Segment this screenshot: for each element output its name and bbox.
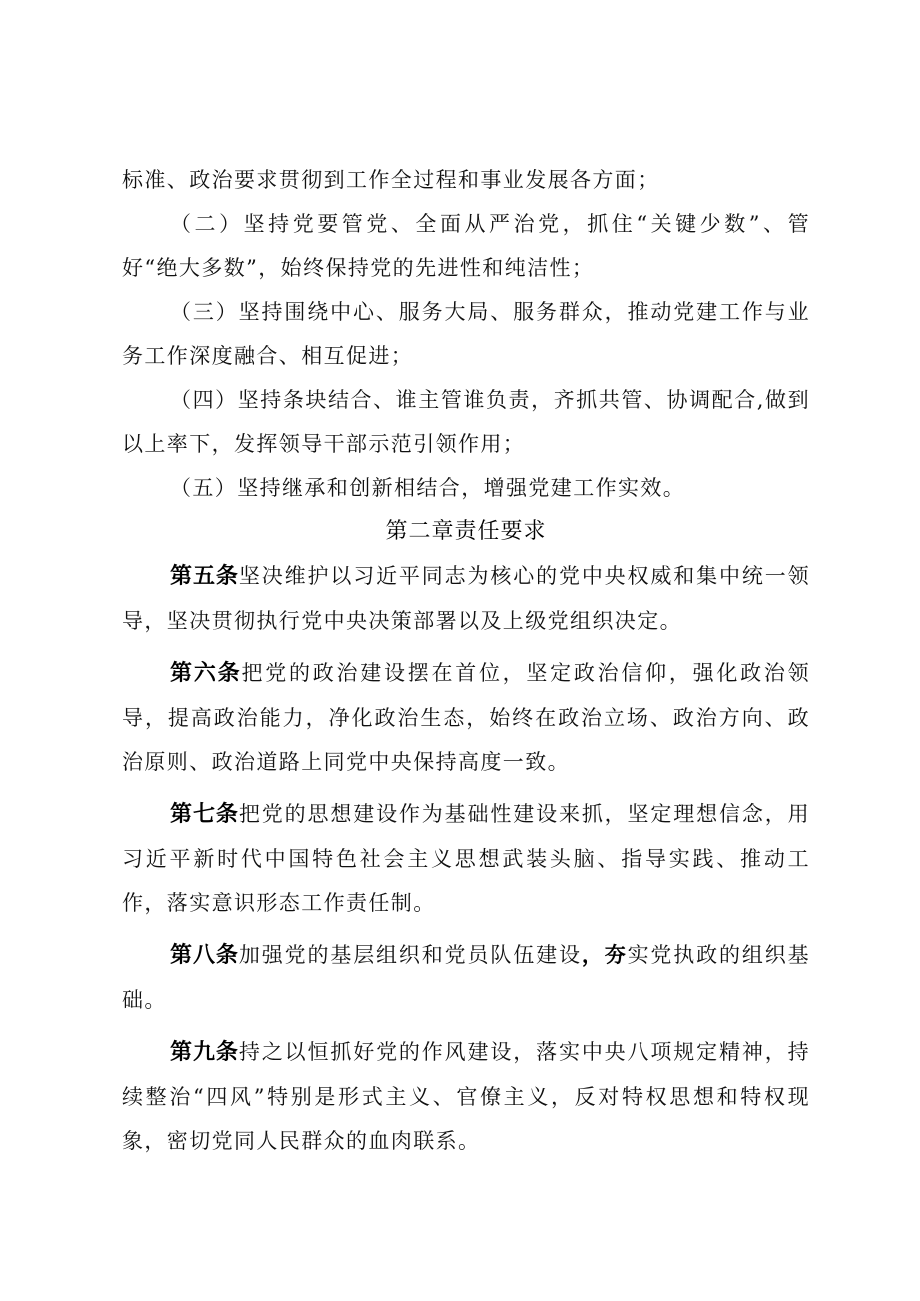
document-body (122, 158, 810, 1163)
article-8-text-after: 实党执政的组织基础。 (122, 943, 810, 1012)
article-9-number: 第九条 (170, 1040, 239, 1065)
article-6-paragraph (122, 651, 810, 784)
article-8-text-bold: ，夯 (581, 943, 628, 967)
article-7-text: 把党的思想建设作为基础性建设来抓，坚定理想信念，用习近平新时代中国特色社会主义思想武装头脑、指导实践、推动工作，落实意识形态工作责任制。 (122, 802, 810, 915)
principle-4-paragraph: （四）坚持条块结合、谁主管谁负责，齐抓共管、协调配合,做到以上率下，发挥领导干部示范引领作用； (122, 388, 810, 456)
principle-3-paragraph: （三）坚持围绕中心、服务大局、服务群众，推动党建工作与业务工作深度融合、相互促进； (122, 300, 810, 368)
article-7-number: 第七条 (170, 802, 239, 827)
article-5-paragraph (122, 554, 810, 643)
chapter-title: 第二章责任要求 (385, 519, 547, 544)
article-8-number: 第八条 (170, 943, 239, 968)
article-8-text-before: 加强党的基层组织和党员队伍建设 (238, 943, 582, 967)
article-9-text: 持之以恒抓好党的作风建设，落实中央八项规定精神，持续整治“四风”特别是形式主义、官僚主义，反对特权思想和特权现象，密切党同人民群众的血肉联系。 (122, 1040, 810, 1153)
principle-5-paragraph: （五）坚持继承和创新相结合，增强党建工作实效。 (170, 476, 686, 500)
article-5-text: 坚决维护以习近平同志为核心的党中央权威和集中统一领导，坚决贯彻执行党中央决策部署以及上级党组织决定。 (122, 564, 810, 633)
article-7-paragraph (122, 792, 810, 925)
principles-tail-paragraph: 标准、政治要求贯彻到工作全过程和事业发展各方面； (122, 168, 660, 192)
article-8-paragraph (122, 933, 810, 1022)
article-5-number: 第五条 (170, 564, 239, 589)
principle-2-paragraph: （二）坚持党要管党、全面从严治党，抓住“关键少数”、管好“绝大多数”，始终保持党的先进性和纯洁性； (122, 212, 810, 280)
article-6-text: 把党的政治建设摆在首位，坚定政治信仰，强化政治领导，提高政治能力，净化政治生态，始终在政治立场、政治方向、政治原则、政治道路上同党中央保持高度一致。 (122, 661, 810, 774)
article-6-number: 第六条 (170, 661, 242, 686)
article-9-paragraph (122, 1030, 810, 1163)
